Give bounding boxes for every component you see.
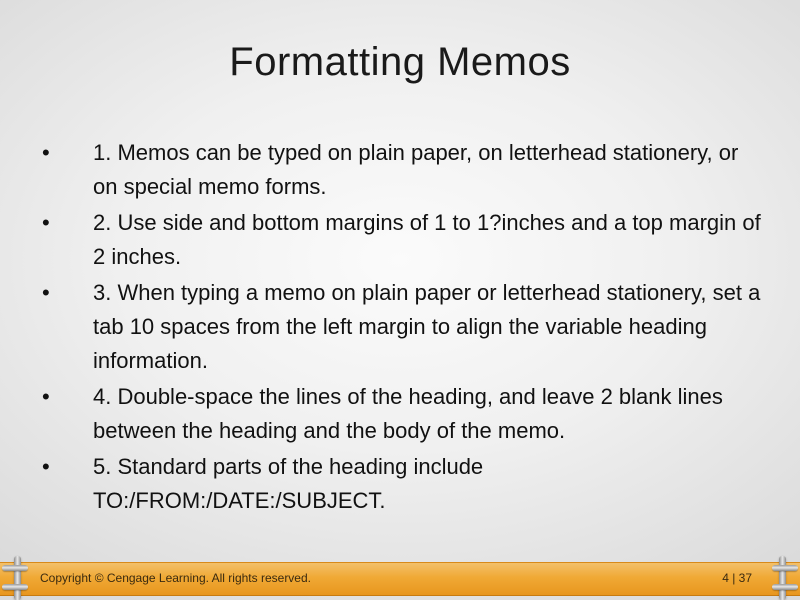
bullet-dot-icon: • xyxy=(42,280,50,305)
bullet-dot-icon: • xyxy=(42,210,50,235)
bullet-list xyxy=(36,136,764,520)
bullet-text: 1. Memos can be typed on plain paper, on letterhead stationery, or on special memo forms. xyxy=(93,140,739,199)
right-rod-top-icon xyxy=(772,565,798,571)
left-rod-bottom-icon xyxy=(2,584,28,590)
bullet-text: 5. Standard parts of the heading include TO:/FROM:/DATE:/SUBJECT. xyxy=(93,454,484,513)
left-clip-icon xyxy=(14,556,21,600)
right-rod-bottom-icon xyxy=(772,584,798,590)
bullet-text: 3. When typing a memo on plain paper or letterhead stationery, set a tab 10 spaces from the left margin to align the variable heading information. xyxy=(93,280,761,373)
bullet-text: 2. Use side and bottom margins of 1 to 1?inches and a top margin of 2 inches. xyxy=(93,210,761,269)
bullet-text: 4. Double-space the lines of the heading, and leave 2 blank lines between the heading and the body of the memo. xyxy=(93,384,723,443)
bullet-dot-icon: • xyxy=(42,140,50,165)
right-clip-icon xyxy=(779,556,786,600)
slide-title: Formatting Memos xyxy=(229,40,571,84)
copyright-text: Copyright © Cengage Learning. All rights reserved. xyxy=(40,571,311,585)
bullet-dot-icon: • xyxy=(42,384,50,409)
bullet-item-3 xyxy=(36,276,764,378)
page-indicator: 4 | 37 xyxy=(722,571,752,585)
bullet-item-2 xyxy=(36,206,764,274)
left-rod-top-icon xyxy=(2,565,28,571)
bullet-item-5 xyxy=(36,450,764,518)
bullet-item-1 xyxy=(36,136,764,204)
bullet-item-4 xyxy=(36,380,764,448)
bullet-dot-icon: • xyxy=(42,454,50,479)
footer-bar xyxy=(0,562,800,596)
